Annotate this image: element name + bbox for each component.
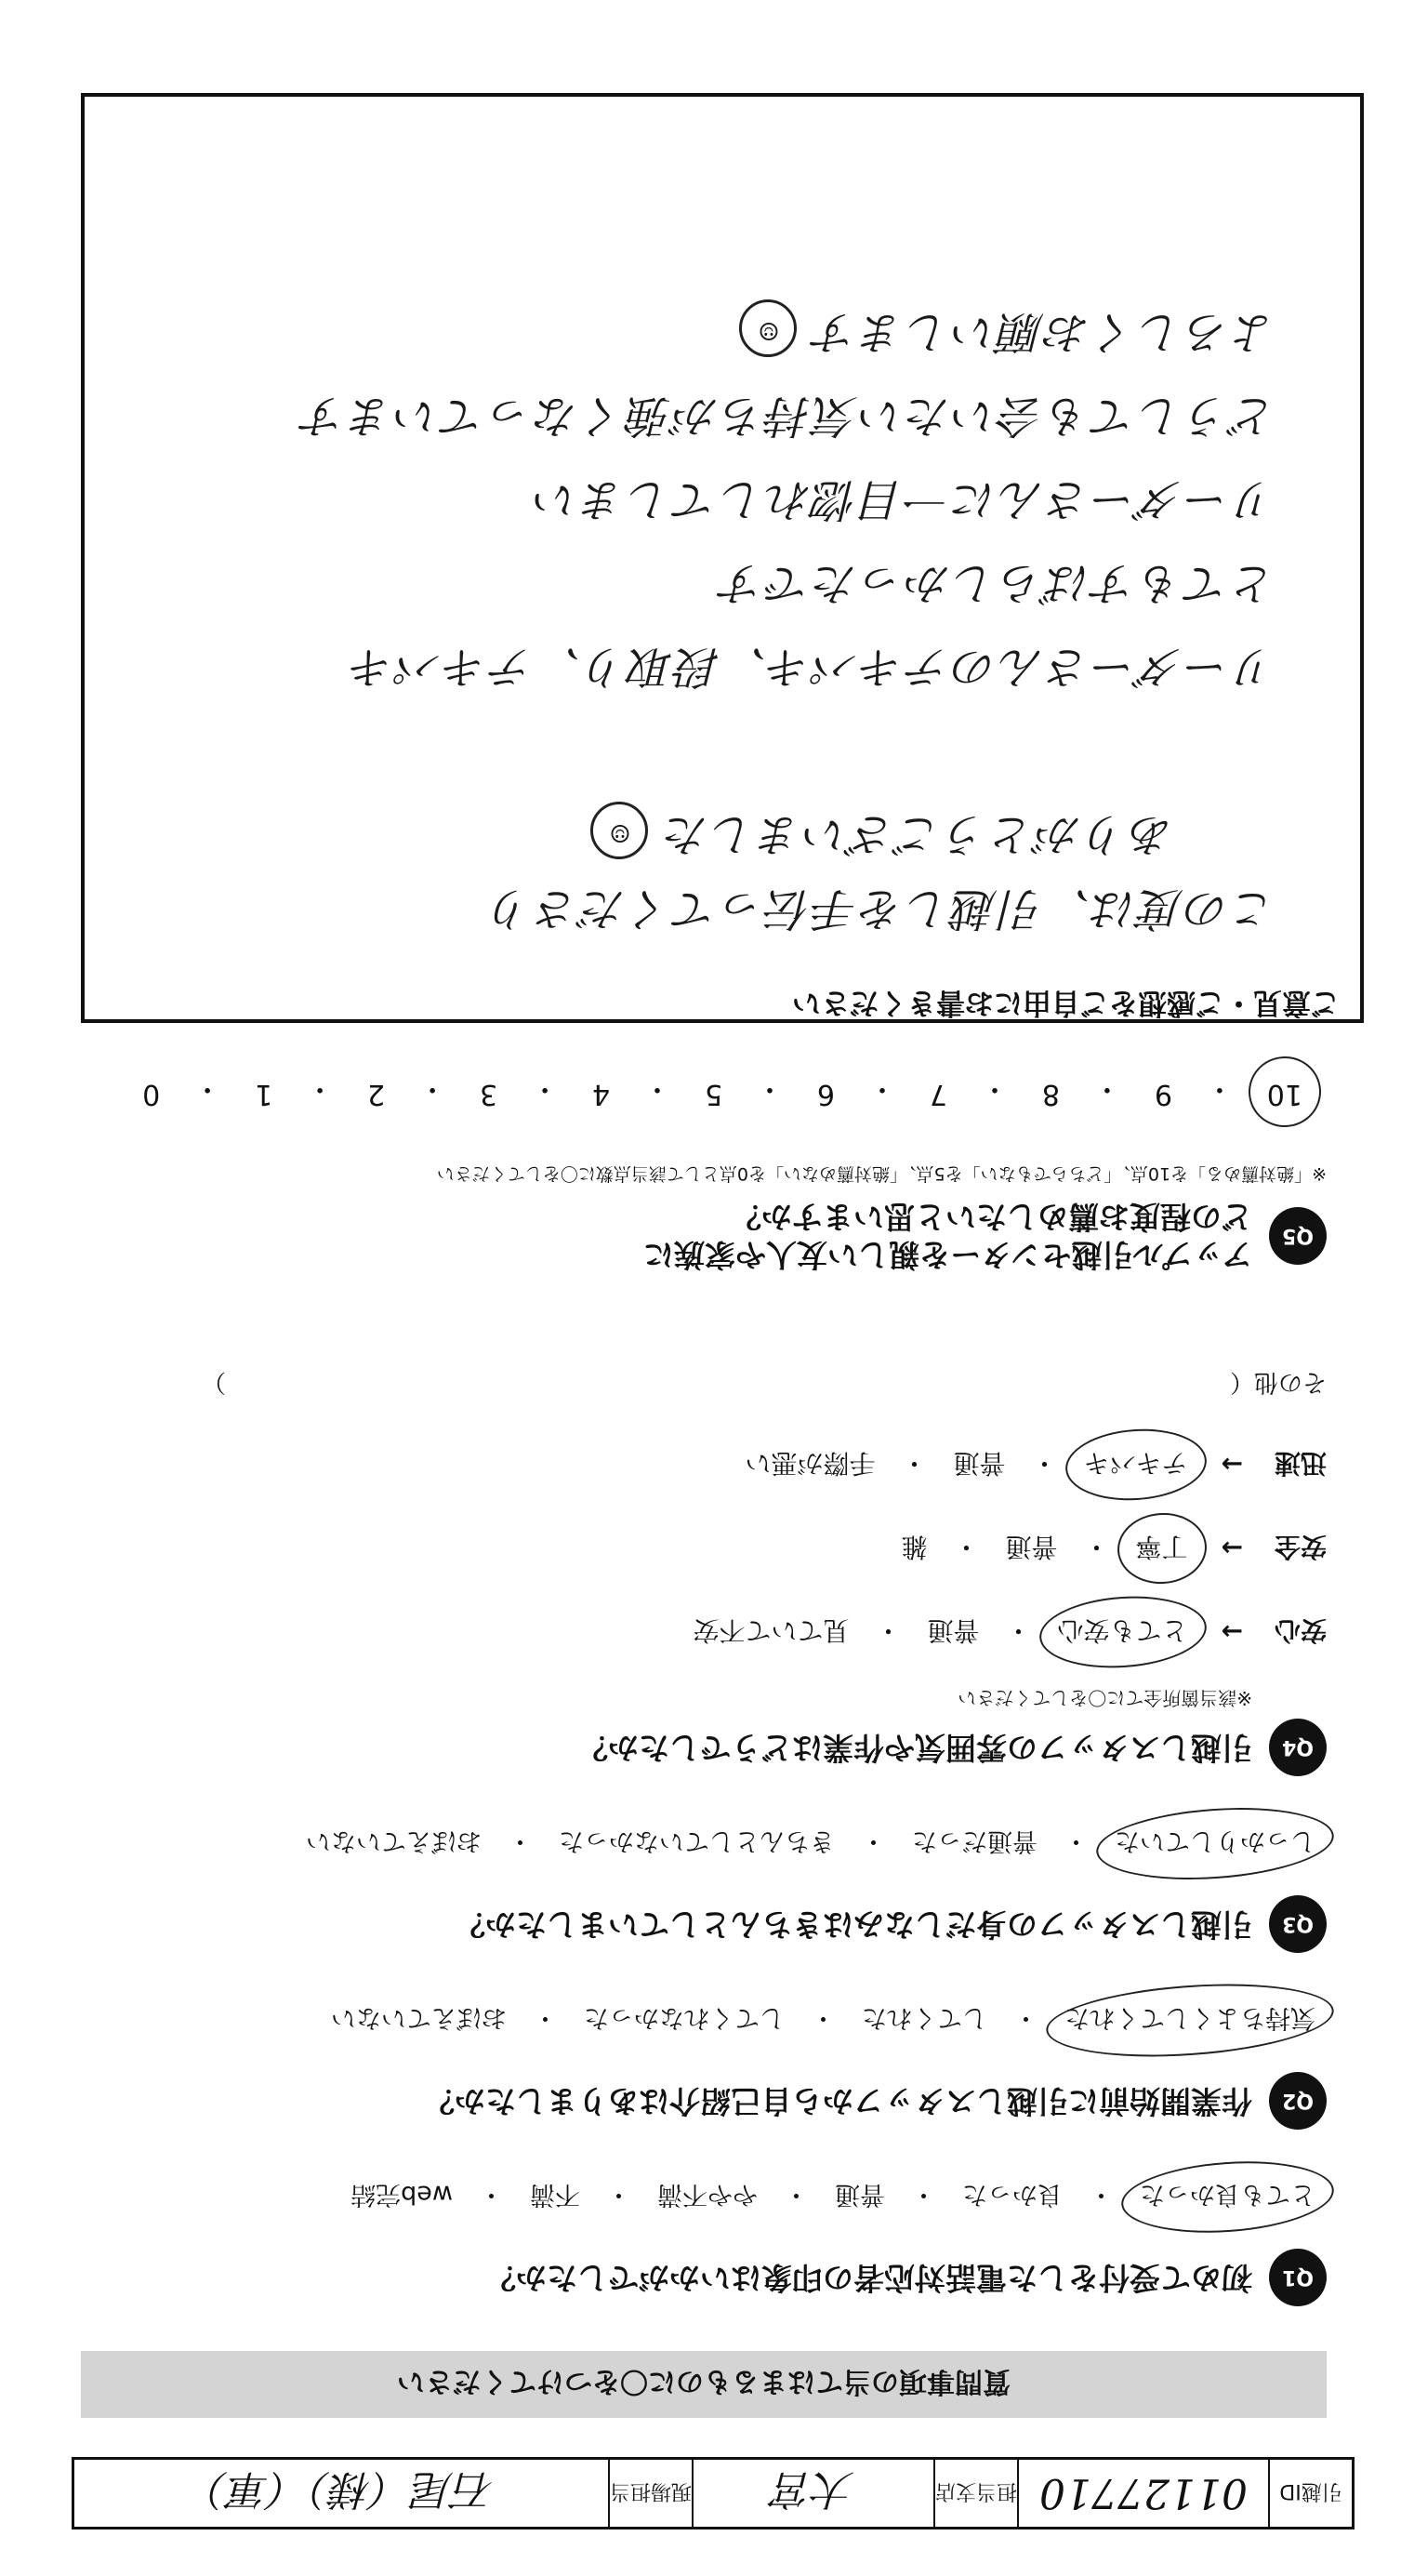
q4-text: 引越しスタッフの雰囲気や作業はどうでしたか？ (577, 1729, 1252, 1766)
q2-option[interactable]: してくれなかった (584, 2003, 785, 2032)
q4-badge: Q4 (1269, 1719, 1327, 1776)
q5-note: ※「絶対薦める」を10点、「どちらでもない」を5点、「絶対薦めない」を0点として該当点数に〇をしてください (436, 1163, 1327, 1185)
q5-score[interactable]: 9 (1154, 1078, 1172, 1111)
header-row (72, 2457, 1355, 2530)
comment-title: ご意見・ご感想をご自由にお書きください (792, 986, 1340, 1019)
q3-text: 引越しスタッフの身だしなみはきちんとしていましたか？ (455, 1905, 1252, 1943)
q1-option[interactable]: web完結 (350, 2180, 453, 2209)
q4-other (81, 1367, 1327, 1401)
q5-score[interactable]: 3 (480, 1078, 498, 1111)
q4-option[interactable]: 雑 (901, 1532, 928, 1562)
q2-options: 気持ちよくしてくれた ・ してくれた ・ してくれなかった ・ おぼえていない (81, 2000, 1321, 2040)
q5-score[interactable]: 2 (367, 1078, 386, 1111)
q1-option[interactable]: 不満 (530, 2180, 580, 2209)
q4-other-close: ） (201, 1368, 226, 1396)
question-3 (81, 1824, 1327, 1953)
comment-line-with-smiley (590, 803, 1174, 871)
q1-option[interactable]: やや不満 (657, 2180, 758, 2209)
q5-score[interactable]: 4 (592, 1078, 611, 1111)
q4-option[interactable]: 丁寧 (1130, 1528, 1194, 1569)
q1-option[interactable]: 良かった (962, 2180, 1063, 2209)
q2-badge: Q2 (1269, 2072, 1327, 2130)
q4-option[interactable]: 普通 (953, 1448, 1006, 1479)
comment-line: リーダーさんに一目惚れしてしまい (532, 473, 1276, 525)
q4-option[interactable]: 普通 (927, 1615, 980, 1646)
q5-score[interactable]: 8 (1041, 1078, 1060, 1111)
q4-row-anzen: 安全 → 丁寧 ・ 普通 ・ 雑 (81, 1528, 1327, 1569)
q4-row-label: 迅速 (1274, 1448, 1327, 1479)
q4-row-anshin: 安心 → とても安心 ・ 普通 ・ 見ていて不安 (81, 1612, 1327, 1653)
branch-value: 大宮 (692, 2460, 933, 2527)
q4-row-label: 安全 (1274, 1532, 1327, 1562)
q5-score[interactable]: 10 (1262, 1072, 1308, 1113)
question-5 (81, 1072, 1327, 1275)
q4-other-label: その他（ (1229, 1368, 1327, 1396)
q2-option[interactable]: おぼえていない (331, 2003, 507, 2032)
q3-option[interactable]: しっかりしていた (1109, 1824, 1321, 1864)
q5-score[interactable]: 0 (142, 1078, 161, 1111)
comment-line: この度は、引越しを手伝ってくださり (485, 883, 1276, 935)
question-4 (81, 1367, 1327, 1776)
arrow-icon: → (1221, 1616, 1243, 1648)
q4-option[interactable]: とても安心 (1052, 1612, 1194, 1653)
comment-line: リーダーさんのテキパキ、段取り、テキパキ (348, 641, 1276, 693)
id-value: 01127710 (1017, 2460, 1268, 2527)
q5-scale: 10 ・ 9 ・ 8 ・ 7 ・ 6 ・ 5 ・ 4 ・ 3 ・ 2 ・ 1 ・ 0 (137, 1072, 1308, 1113)
comment-line: ありがとうございました (662, 808, 1174, 860)
q2-option[interactable]: 気持ちよくしてくれた (1059, 2000, 1321, 2040)
leader-label: 現場担当 (608, 2460, 692, 2527)
comment-box[interactable] (81, 93, 1364, 1023)
id-label: 引越ID (1268, 2460, 1352, 2527)
q5-text-2: どの程度お薦めしたいと思いますか？ (731, 1198, 1252, 1235)
q5-score[interactable]: 7 (929, 1078, 947, 1111)
q4-option[interactable]: 見ていて不安 (693, 1615, 850, 1646)
q1-option[interactable]: 普通 (835, 2180, 885, 2209)
q1-badge: Q1 (1269, 2249, 1327, 2306)
q4-option[interactable]: 手際が悪い (745, 1448, 876, 1479)
instructions-band: 質問事項の当てはまるものに〇をつけてください (81, 2351, 1327, 2418)
q4-option[interactable]: 普通 (1005, 1532, 1058, 1562)
q3-option[interactable]: きちんとしていなかった (559, 1826, 835, 1855)
smiley-icon: ☺ (590, 803, 648, 860)
comment-line: とてもすばらしかったです (718, 557, 1276, 609)
q1-text: 初めて受付をした電話対応者の印象はいかがでしたか？ (485, 2259, 1252, 2296)
q5-text-1: アップル引越センターを親しい友人や家族に (642, 1237, 1252, 1273)
q3-badge: Q3 (1269, 1895, 1327, 1953)
q3-option[interactable]: おぼえていない (306, 1826, 482, 1855)
arrow-icon: → (1221, 1449, 1243, 1481)
arrow-icon: → (1221, 1533, 1243, 1564)
q3-option[interactable]: 普通だった (912, 1826, 1038, 1855)
question-1 (81, 2177, 1327, 2306)
smiley-icon: ☺ (739, 300, 797, 358)
q5-score[interactable]: 5 (704, 1078, 723, 1111)
q5-score[interactable]: 6 (816, 1078, 836, 1111)
comment-line: よろしくお願いします (811, 306, 1276, 358)
q2-option[interactable]: してくれた (862, 2003, 987, 2032)
question-2 (81, 2000, 1327, 2130)
q1-options: とても良かった ・ 良かった ・ 普通 ・ やや不満 ・ 不満 ・ web完結 (81, 2177, 1321, 2217)
comment-line: どうしても会いたい気持ちが強くなっています (299, 390, 1276, 442)
q4-row-label: 安心 (1274, 1615, 1327, 1646)
q4-note: ※該当箇所全てに〇をしてください (958, 1687, 1252, 1709)
q3-options: しっかりしていた ・ 普通だった ・ きちんとしていなかった ・ おぼえていない (81, 1824, 1321, 1864)
leader-value: 石尾（様）（軍） (188, 2465, 495, 2513)
q1-option[interactable]: とても良かった (1134, 2177, 1321, 2217)
q5-badge: Q5 (1269, 1207, 1327, 1265)
q4-row-jinsoku: 迅速 → テキパキ ・ 普通 ・ 手際が悪い (81, 1444, 1327, 1485)
q2-text: 作業開始前に引越しスタッフから自己紹介はありましたか？ (424, 2082, 1252, 2119)
q5-score[interactable]: 1 (255, 1078, 273, 1111)
comment-line-with-smiley (739, 300, 1276, 369)
branch-label: 担当支店 (933, 2460, 1017, 2527)
q4-option[interactable]: テキパキ (1078, 1444, 1194, 1485)
